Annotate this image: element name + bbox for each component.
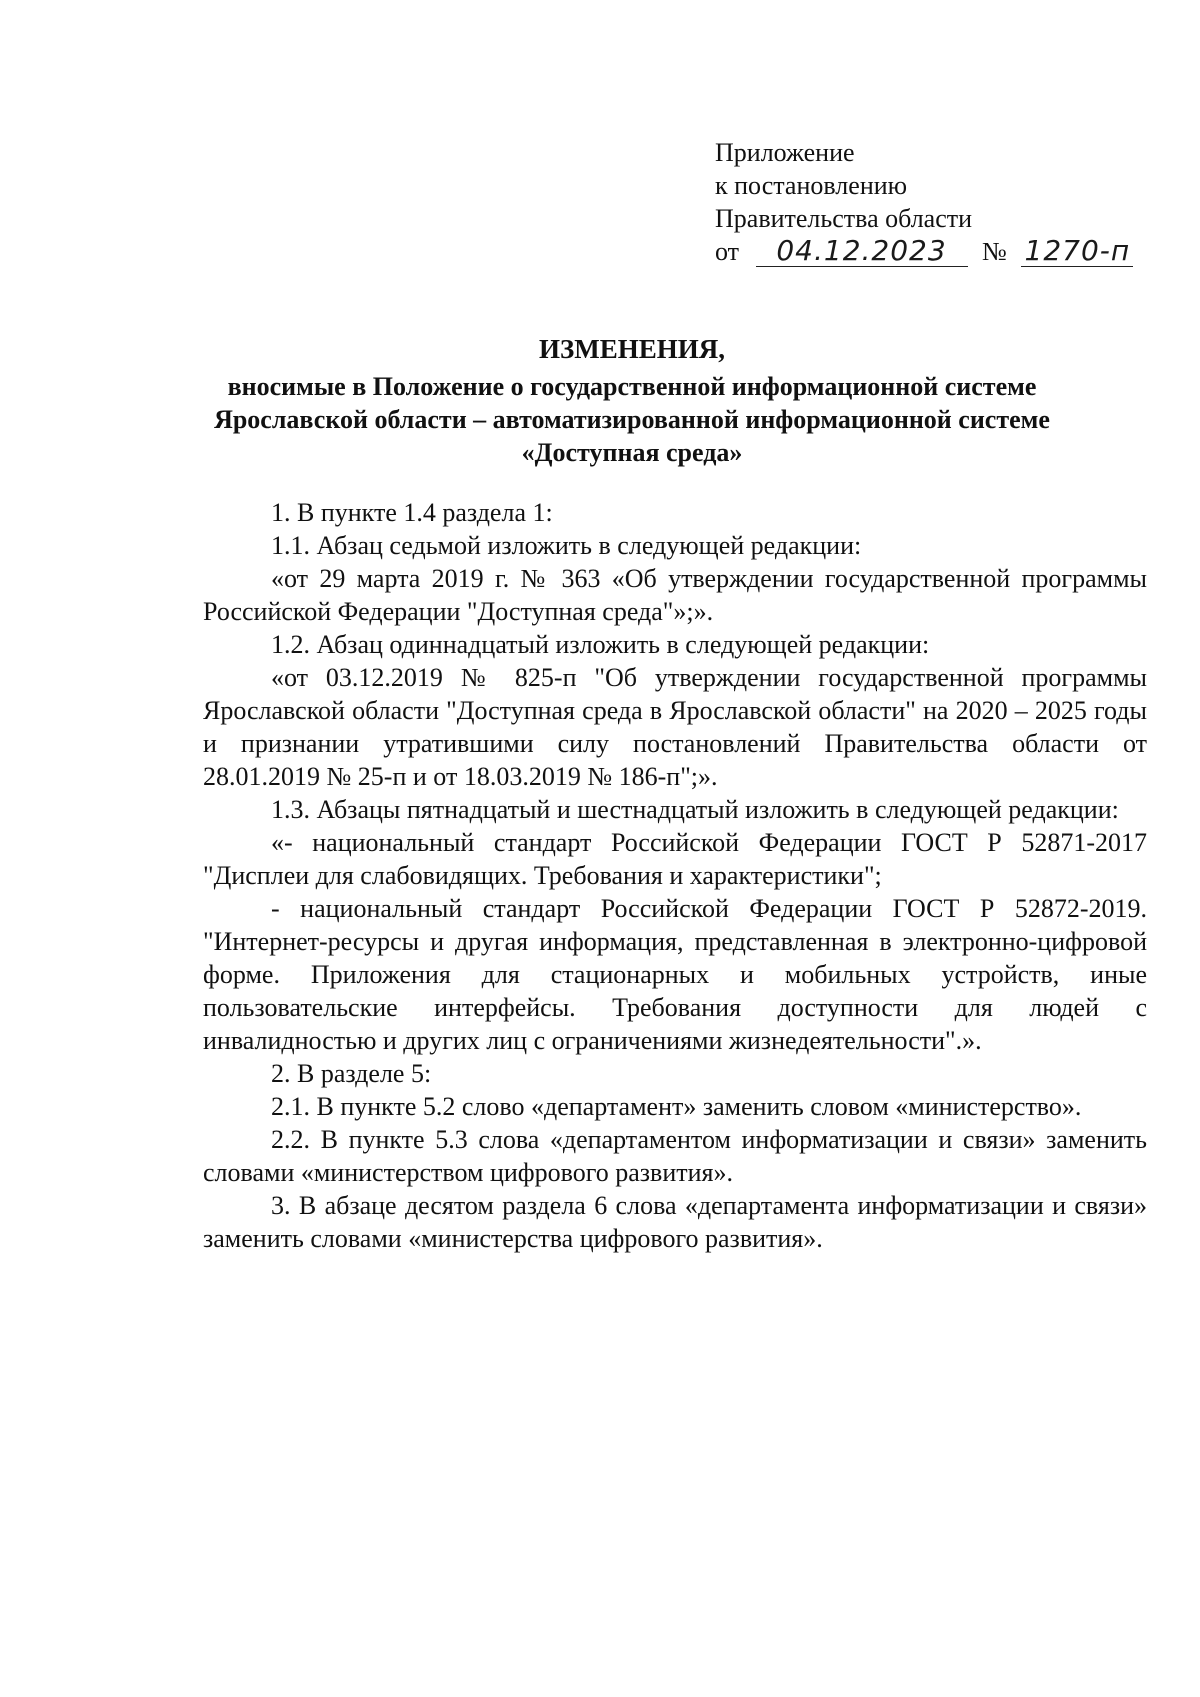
appendix-authority: Правительства области bbox=[715, 204, 973, 233]
paragraph-1-1-text: «от 29 марта 2019 г. № 363 «Об утверждении государственной программы Российской Федерации "Доступная среда"»;». bbox=[203, 564, 1147, 626]
handwritten-date: 04.12.2023 bbox=[756, 236, 968, 267]
appendix-date-number-row bbox=[715, 235, 1133, 268]
title-line-1: вносимые в Положение о государственной информационной системе bbox=[227, 372, 1037, 401]
paragraph-2: 2. В разделе 5: bbox=[271, 1059, 432, 1088]
handwritten-number: 1270-п bbox=[1021, 236, 1133, 267]
title-line-3: «Доступная среда» bbox=[521, 438, 743, 467]
paragraph-1: 1. В пункте 1.4 раздела 1: bbox=[271, 498, 553, 527]
paragraph-1-2-text: «от 03.12.2019 № 825-п "Об утверждении государственной программы Ярославской области "Доступная среда в Ярославской области" на 2020 – 2025 годы и признании утратившими силу постановлений Правительства области от 28.01.2019 № 25-п и от 18.03.2019 № 186-п";». bbox=[203, 663, 1147, 791]
paragraph-1-3-text-a: «- национальный стандарт Российской Федерации ГОСТ Р 52871-2017 "Дисплеи для слабовидящих. Требования и характеристики"; bbox=[203, 828, 1147, 890]
from-label: от bbox=[715, 237, 740, 266]
paragraph-2-1: 2.1. В пункте 5.2 слово «департамент» заменить словом «министерство». bbox=[271, 1092, 1082, 1121]
document-title bbox=[190, 330, 1074, 469]
appendix-block bbox=[715, 136, 1133, 268]
title-line-2: Ярославской области – автоматизированной информационной системе bbox=[214, 405, 1050, 434]
number-label: № bbox=[982, 237, 1007, 266]
paragraph-1-1: 1.1. Абзац седьмой изложить в следующей редакции: bbox=[271, 531, 862, 560]
paragraph-1-3: 1.3. Абзацы пятнадцатый и шестнадцатый изложить в следующей редакции: bbox=[271, 795, 1119, 824]
paragraph-2-2: 2.2. В пункте 5.3 слова «департаментом информатизации и связи» заменить словами «министерством цифрового развития». bbox=[203, 1125, 1147, 1187]
paragraph-1-2: 1.2. Абзац одиннадцатый изложить в следующей редакции: bbox=[271, 630, 930, 659]
paragraph-1-3-text-b: - национальный стандарт Российской Федерации ГОСТ Р 52872-2019. "Интернет-ресурсы и другая информация, представленная в электронно-цифровой форме. Приложения для стационарных и мобильных устройств, иные пользовательские интерфейсы. Требования доступности для людей с инвалидностью и других лиц с ограничениями жизнедеятельности".». bbox=[203, 894, 1147, 1055]
appendix-title: Приложение bbox=[715, 138, 855, 167]
paragraph-3: 3. В абзаце десятом раздела 6 слова «департамента информатизации и связи» заменить словами «министерства цифрового развития». bbox=[203, 1191, 1147, 1253]
title-heading: ИЗМЕНЕНИЯ, bbox=[538, 334, 725, 364]
document-body bbox=[203, 496, 1147, 1255]
appendix-ref: к постановлению bbox=[715, 171, 908, 200]
